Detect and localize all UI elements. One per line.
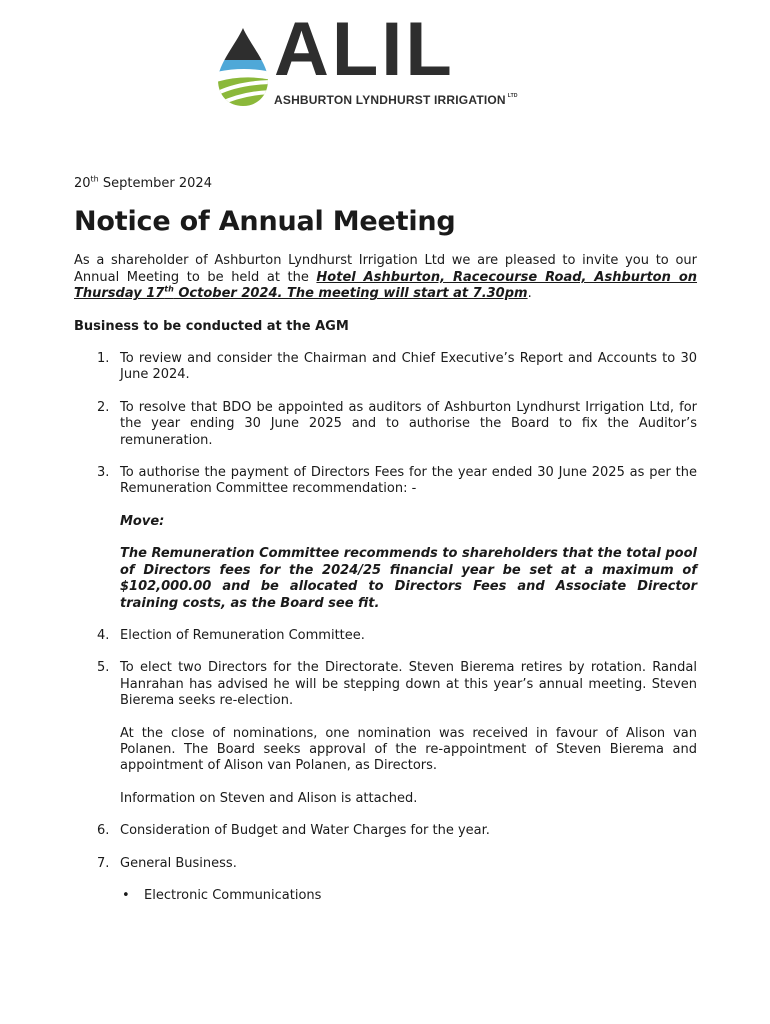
item-paragraph-3: Information on Steven and Alison is attached. xyxy=(120,790,418,806)
agenda-item-7 xyxy=(74,856,697,905)
date-suffix: th xyxy=(90,174,99,184)
agenda-item-5 xyxy=(74,660,697,807)
item-number: 6. xyxy=(97,823,110,839)
date-rest: September 2024 xyxy=(98,176,212,191)
company-logo xyxy=(216,7,518,110)
item-text: To authorise the payment of Directors Fees for the year ended 30 June 2025 as per the Remuneration Committee recommendation: - xyxy=(120,465,697,497)
page-title: Notice of Annual Meeting xyxy=(74,206,456,238)
letter-body xyxy=(74,176,697,920)
section-heading: Business to be conducted at the AGM xyxy=(74,318,349,334)
intro-text: As a shareholder of Ashburton Lyndhurst Irrigation Ltd we are pleased to invite you to our Annual Meeting to be held at the xyxy=(74,253,697,285)
intro-end: . xyxy=(527,286,532,302)
agenda-item-1 xyxy=(74,351,697,384)
agenda-item-3 xyxy=(74,465,697,612)
item-text: To elect two Directors for the Directorate. Steven Bierema retires by rotation. Randal Hanrahan has advised he will be stepping down at this year’s annual meeting. Steven Bierema seeks re-election. xyxy=(120,660,697,709)
item-number: 3. xyxy=(97,465,110,481)
item-number: 7. xyxy=(97,855,110,871)
item-number: 1. xyxy=(97,351,110,367)
agenda-item-2 xyxy=(74,400,697,449)
item-number: 2. xyxy=(97,399,110,415)
logo-subtitle xyxy=(274,93,518,107)
agenda-list xyxy=(74,351,697,904)
item-text: General Business. xyxy=(120,855,237,871)
logo-subtitle-text: ASHBURTON LYNDHURST IRRIGATION xyxy=(274,93,506,107)
agenda-item-6 xyxy=(74,823,697,839)
item-number: 5. xyxy=(97,660,110,676)
intro-paragraph xyxy=(74,253,697,302)
item-text: To review and consider the Chairman and Chief Executive’s Report and Accounts to 30 June 2024. xyxy=(120,351,697,383)
venue-sup: th xyxy=(164,284,174,294)
logo-wordmark: ALIL xyxy=(274,7,455,92)
item-number: 4. xyxy=(97,627,110,643)
sub-item-text: Electronic Communications xyxy=(144,887,322,903)
sub-list-item xyxy=(120,888,697,904)
agenda-item-4 xyxy=(74,628,697,644)
letter-date xyxy=(74,176,697,192)
venue-b: October 2024. The meeting will start at 7.30pm xyxy=(173,286,528,302)
date-day: 20 xyxy=(74,176,91,191)
venue-a: Hotel Ashburton, Racecourse Road, Ashburton on Thursday 17 xyxy=(74,269,698,302)
item-paragraph-2: At the close of nominations, one nomination was received in favour of Alison van Polanen. The Board seeks approval of the re-appointment of Steven Bierema and appointment of Alison van Polanen, as Directors. xyxy=(120,725,697,774)
item-text: Consideration of Budget and Water Charges for the year. xyxy=(120,823,490,839)
item-text: Election of Remuneration Committee. xyxy=(120,627,365,643)
logo-ltd: LTD xyxy=(507,93,518,99)
move-resolution: The Remuneration Committee recommends to shareholders that the total pool of Directors fees for the 2024/25 financial year be set at a maximum of $102,000.00 and be allocated to Directors Fees and Associate Director training costs, as the Board see fit. xyxy=(120,546,697,611)
bullet-icon: • xyxy=(122,887,130,903)
water-drop-logo-icon xyxy=(216,26,272,108)
item-text: To resolve that BDO be appointed as auditors of Ashburton Lyndhurst Irrigation Ltd, for the year ending 30 June 2025 and to authorise the Board to fix the Auditor’s remuneration. xyxy=(120,399,697,448)
move-heading: Move: xyxy=(120,513,165,529)
